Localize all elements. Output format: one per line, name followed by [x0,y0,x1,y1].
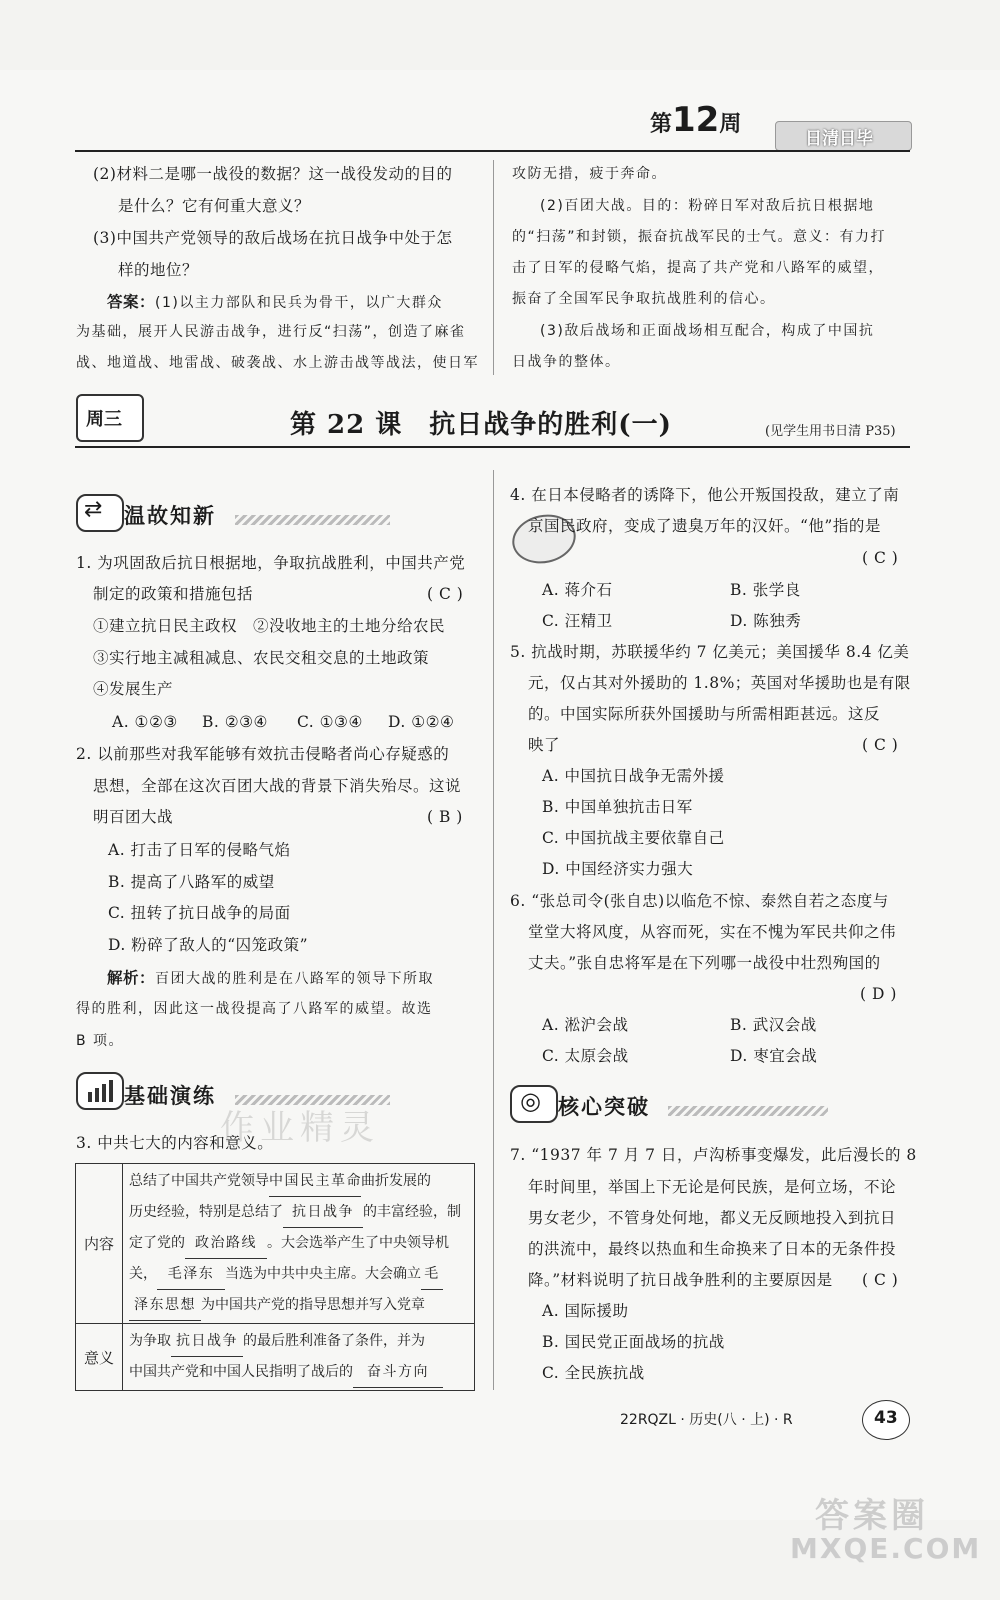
right-answer-line5: 振奋了全国军民争取抗战胜利的信心。 [512,291,776,307]
q1-line2: 制定的政策和措施包括 [93,585,254,603]
q2-answer: ( B ) [427,808,463,826]
q6-choice-a: A. 淞沪会战 [542,1016,629,1034]
q7-choice-a: A. 国际援助 [542,1302,629,1320]
q1-choice-d: D. ①②④ [388,713,455,731]
q1-options-line2: ③实行地主减租减息、农民交租交息的土地政策 [93,649,430,667]
target-glyph: ◎ [520,1087,541,1115]
q2-line3: 明百团大战 [93,808,174,826]
lesson-rule [75,446,910,448]
week-label: 第12周 [650,100,742,140]
q3-meaning-cell: 为争取 抗日战争 的最后胜利准备了条件，并为 中国共产党和中国人民指明了战后的 奋斗方向 [123,1324,475,1391]
section-review-title: 温故知新 [124,504,216,528]
q5-answer: ( C ) [862,736,899,754]
right-answer-line1: 攻防无措，疲于奔命。 [512,166,667,182]
right-answer-line6: (3)敌后战场和正面战场相互配合，构成了中国抗 [540,323,875,339]
section-stripe [668,1106,828,1116]
q5-line4: 映了 [528,736,561,754]
section-core-title: 核心突破 [558,1095,650,1119]
q2-line1: 2. 以前那些对我军能够有效抗击侵略者尚心存疑惑的 [76,745,450,763]
q7-answer: ( C ) [862,1271,899,1289]
answer-line1: 答案：(1)以主力部队和民兵为骨干，以广大群众 [107,292,443,311]
q2-line2: 思想，全部在这次百团大战的背景下消失殆尽。这说 [93,777,462,795]
q6-line2: 堂堂大将风度，从容而死，实在不愧为军民共仰之伟 [528,923,897,941]
right-answer-line7: 日战争的整体。 [512,354,621,370]
header-rule [75,150,910,152]
right-answer-line2: (2)百团大战。目的：粉碎日军对敌后抗日根据地 [540,198,875,214]
site-watermark-url: MXQE.COM [790,1532,982,1565]
page-number: 43 [874,1408,898,1428]
answer-line3: 战、地道战、地雷战、破袭战、水上游击战等战法，使日军 [76,355,479,371]
q4-choice-a: A. 蒋介石 [542,581,613,599]
q4-choice-c: C. 汪精卫 [542,612,613,630]
q6-line3: 丈夫。”张自忠将军是在下列哪一战役中壮烈殉国的 [528,954,881,972]
q7-choice-c: C. 全民族抗战 [542,1364,645,1382]
explanation-label: 解析： [107,968,156,987]
q3-table [75,1163,475,1391]
daily-tag-label: 日清日毕 [805,129,873,149]
swap-arrows-glyph: ⇄ [84,497,103,522]
answer-line2: 为基础，展开人民游击战争，进行反“扫荡”，创造了麻雀 [76,324,466,340]
right-answer-line4: 击了日军的侵略气焰，提高了共产党和八路军的威望， [512,260,884,276]
section-stripe [235,515,390,525]
q2-choice-d: D. 粉碎了敌人的“囚笼政策” [108,936,309,954]
q3-stem: 3. 中共七大的内容和意义。 [76,1134,274,1152]
day-badge-label: 周三 [86,409,122,430]
section-basic-title: 基础演练 [124,1084,216,1108]
q3-meaning-header: 意义 [76,1324,123,1391]
bar-chart-svg [86,1080,114,1102]
footer-code: 22RQZL · 历史(八 · 上) · R [620,1412,793,1428]
lesson-title: 第 22 课 抗日战争的胜利(一) [290,410,672,440]
q5-choice-b: B. 中国单独抗击日军 [542,798,693,816]
q3-prompt-line2: 样的地位？ [118,261,199,279]
q6-choice-d: D. 枣宜会战 [730,1047,818,1065]
q2-choice-c: C. 扭转了抗日战争的局面 [108,904,291,922]
q5-choice-d: D. 中国经济实力强大 [542,860,694,878]
q2-explanation-line2: 得的胜利，因此这一战役提高了八路军的威望。故选 [76,1001,433,1017]
stamp-watermark: 作业精灵 [220,1108,380,1148]
q4-choice-d: D. 陈独秀 [730,612,802,630]
q1-options-line3: ④发展生产 [93,680,174,698]
q6-choice-b: B. 武汉会战 [730,1016,817,1034]
q1-choice-a: A. ①②③ [112,713,178,731]
q4-answer: ( C ) [862,549,899,567]
q5-line1: 5. 抗战时期，苏联援华约 7 亿美元；美国援华 8.4 亿美 [510,643,910,661]
q1-choice-c: C. ①③④ [297,713,363,731]
q5-choice-a: A. 中国抗日战争无需外援 [542,767,725,785]
q7-line5: 降。”材料说明了抗日战争胜利的主要原因是 [528,1271,833,1289]
q2-prompt-line2: 是什么？它有何重大意义？ [118,197,311,215]
q5-line2: 元，仅占其对外援助的 1.8%；英国对华援助也是有限 [528,674,911,692]
q7-line1: 7. “1937 年 7 月 7 日，卢沟桥事变爆发，此后漫长的 8 [510,1146,917,1164]
answer-label: 答案： [107,292,156,311]
q3-content-header: 内容 [76,1164,123,1324]
q2-choice-b: B. 提高了八路军的威望 [108,873,275,891]
q6-line1: 6. “张总司令(张自忠)以临危不惊、泰然自若之态度与 [510,892,889,910]
q1-options-line1: ①建立抗日民主政权 ②没收地主的土地分给农民 [93,617,446,635]
column-divider [493,470,494,1390]
q6-choice-c: C. 太原会战 [542,1047,629,1065]
q3-content-cell: 总结了中国共产党领导中国民主革命曲折发展的 历史经验，特别是总结了 抗日战争 的丰富经验，制 定了党的 政治路线 。大会选举产生了中央领导机 关， 毛泽东 当选为中共中央主席。大会确立 毛 泽东思想 为中国共产党的指导思想并写入党章 [123,1164,475,1324]
bar-chart-glyph [86,1080,114,1106]
q2-explanation-line1: 解析：百团大战的胜利是在八路军的领导下所取 [107,968,435,987]
q7-choice-b: B. 国民党正面战场的抗战 [542,1333,725,1351]
q7-line3: 男女老少，不管身处何地，都义无反顾地投入到抗日 [528,1209,897,1227]
q5-line3: 的。中国实际所获外国援助与所需相距甚远。这反 [528,705,881,723]
q4-line2: 京国民政府，变成了遗臭万年的汉奸。“他”指的是 [528,517,881,535]
q2-choice-a: A. 打击了日军的侵略气焰 [108,841,291,859]
q2-prompt-line1: (2)材料二是哪一战役的数据？这一战役发动的目的 [93,165,453,183]
column-divider-top [493,160,494,375]
right-answer-line3: 的“扫荡”和封锁，振奋抗战军民的士气。意义：有力打 [512,229,887,245]
lesson-reference: (见学生用书日清 P35) [765,424,896,439]
q2-explanation-line3: B 项。 [76,1033,125,1049]
q1-answer: ( C ) [427,585,464,603]
site-watermark-logo: 答案圈 [815,1496,929,1536]
q6-answer: ( D ) [860,985,897,1003]
q1-line1: 1. 为巩固敌后抗日根据地，争取抗战胜利，中国共产党 [76,554,466,572]
q4-choice-b: B. 张学良 [730,581,801,599]
q7-line4: 的洪流中，最终以热血和生命换来了日本的无条件投 [528,1240,897,1258]
q4-line1: 4. 在日本侵略者的诱降下，他公开叛国投敌，建立了南 [510,486,900,504]
q3-prompt-line1: (3)中国共产党领导的敌后战场在抗日战争中处于怎 [93,229,453,247]
q1-choice-b: B. ②③④ [202,713,268,731]
q7-line2: 年时间里，举国上下无论是何民族，是何立场，不论 [528,1178,897,1196]
q5-choice-c: C. 中国抗战主要依靠自己 [542,829,725,847]
